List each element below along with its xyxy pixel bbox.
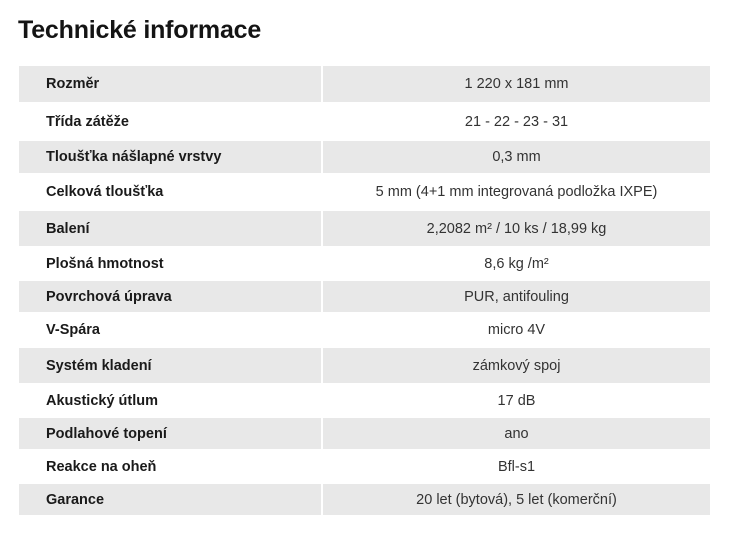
spec-row-v-spara <box>19 314 710 348</box>
spec-value: 1 220 x 181 mm <box>464 76 569 92</box>
spec-row-plosna-hmotnost <box>19 248 710 281</box>
spec-label: Podlahové topení <box>19 418 323 449</box>
spec-label: Balení <box>19 211 323 246</box>
spec-value: Bfl-s1 <box>497 458 536 475</box>
spec-label: Povrchová úprava <box>19 281 323 312</box>
spec-row-garance <box>19 484 710 517</box>
spec-value: zámkový spoj <box>472 357 561 374</box>
spec-row-tloustka-naslapne-vrstvy <box>19 141 710 175</box>
spec-row-trida-zateze <box>19 104 710 141</box>
spec-row-system-kladeni <box>19 348 710 385</box>
spec-value: micro 4V <box>487 322 546 338</box>
spec-label: Garance <box>19 484 323 515</box>
spec-label: Akustický útlum <box>19 385 323 416</box>
spec-row-povrchova-uprava <box>19 281 710 314</box>
spec-label: Celková tloušťka <box>19 175 323 209</box>
spec-value: 5 mm (4+1 mm integrovaná podložka IXPE) <box>375 184 658 200</box>
spec-row-rozmer <box>19 66 710 104</box>
spec-row-podlahove-topeni <box>19 418 710 451</box>
spec-value: 21 - 22 - 23 - 31 <box>464 113 569 130</box>
spec-value: ano <box>504 425 529 442</box>
spec-value: 8,6 kg /m² <box>484 255 549 272</box>
spec-table <box>19 66 710 517</box>
page-title: Technické informace <box>18 16 262 44</box>
spec-label: V-Spára <box>19 314 323 346</box>
spec-label: Tloušťka nášlapné vrstvy <box>19 141 323 173</box>
spec-row-reakce-na-ohen <box>19 451 710 484</box>
spec-label: Plošná hmotnost <box>19 248 323 279</box>
spec-row-celkova-tloustka <box>19 175 710 211</box>
spec-value: 17 dB <box>497 392 536 409</box>
spec-label: Reakce na oheň <box>19 451 323 482</box>
spec-row-baleni <box>19 211 710 248</box>
spec-label: Třída zátěže <box>19 104 323 139</box>
spec-value: 20 let (bytová), 5 let (komerční) <box>416 491 617 508</box>
spec-value: 0,3 mm <box>492 149 541 165</box>
spec-value: PUR, antifouling <box>464 288 569 305</box>
spec-label: Systém kladení <box>19 348 323 383</box>
spec-label: Rozměr <box>19 66 323 102</box>
spec-value: 2,2082 m² / 10 ks / 18,99 kg <box>426 220 607 237</box>
spec-row-akusticky-utlum <box>19 385 710 418</box>
